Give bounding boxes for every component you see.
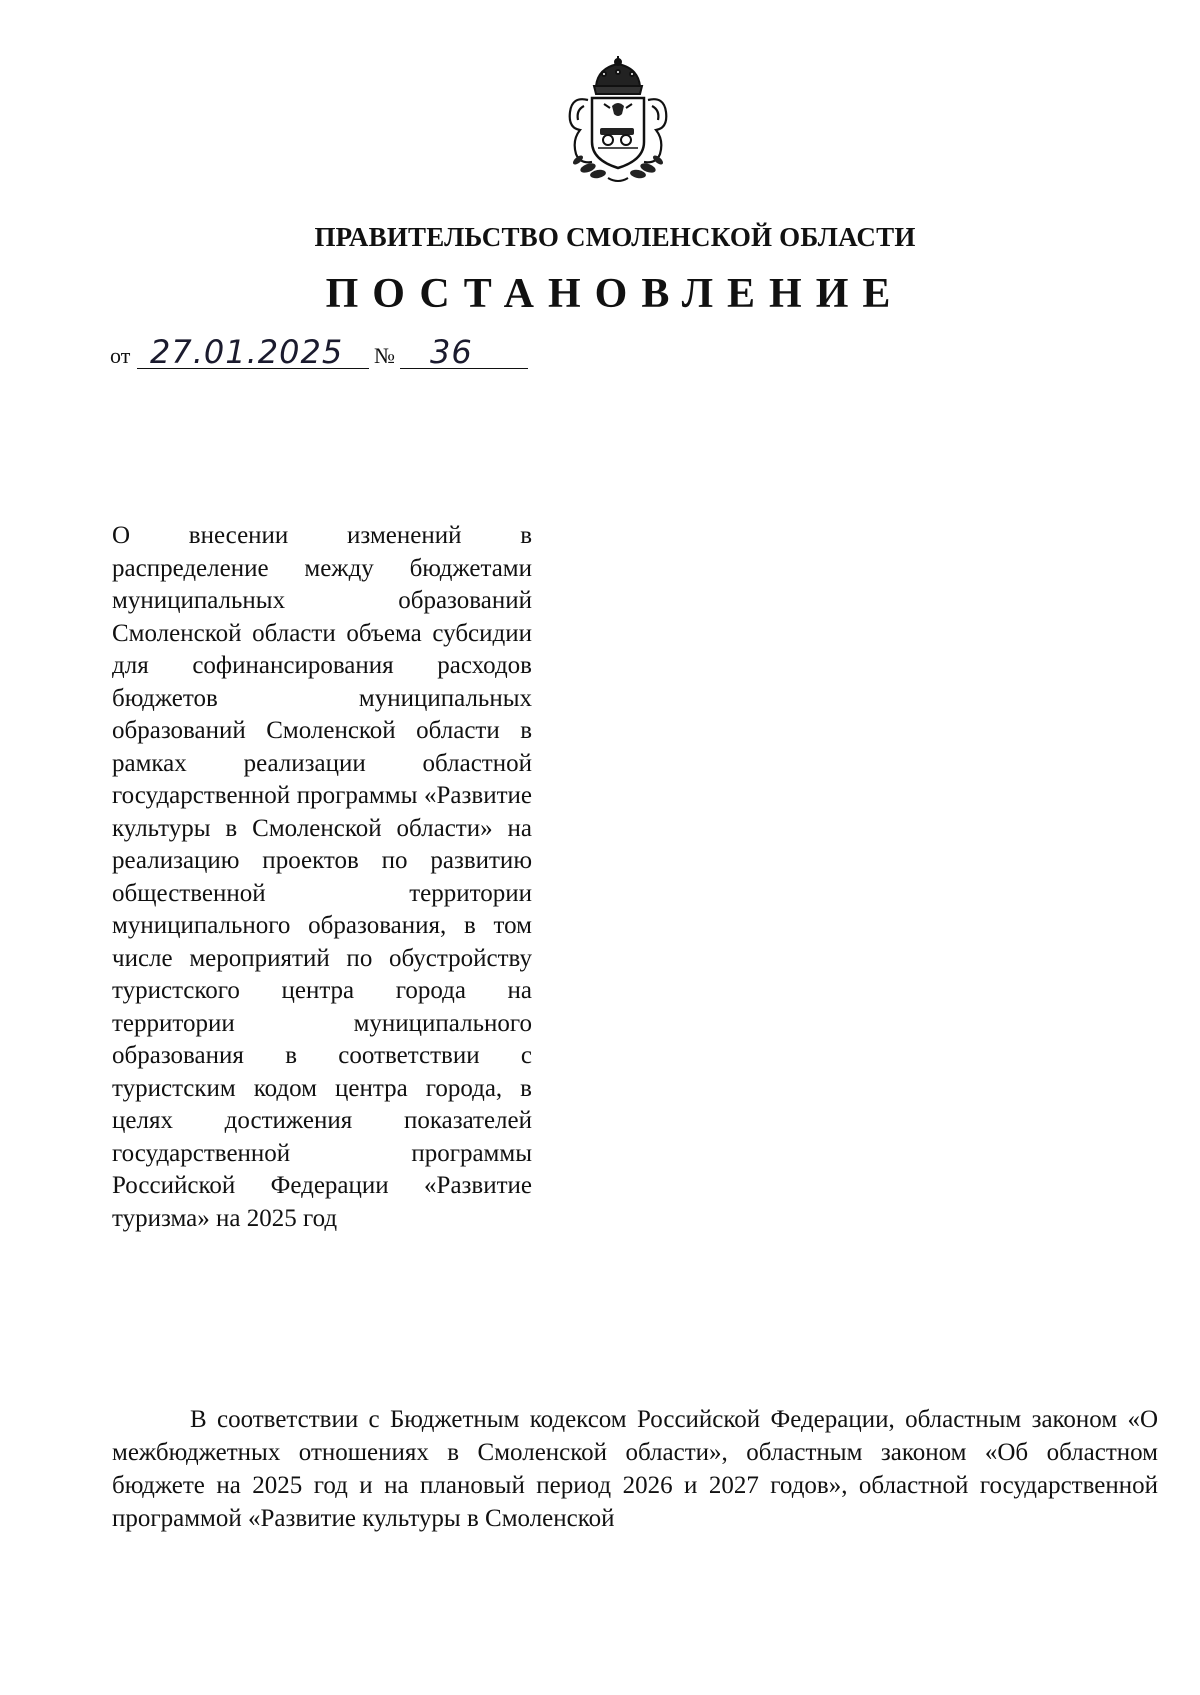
number-prefix: № (374, 343, 395, 368)
document-subject: О внесении изменений в распределение между бюджетами муниципальных образований Смоленской области объема субсидии для софинансирования расходов бюджетов муниципальных образований Смоленской области в рамках реализации областной государственной программы «Развитие культуры в Смоленской области» на реализацию проектов по развитию общественной территории муниципального образования, в том числе мероприятий по обустройству туристского центра города на территории муниципального образования в соответствии с туристским кодом центра города, в целях достижения показателей государственной программы Российской Федерации «Развитие туризма» на 2025 год (112, 522, 532, 1232)
number-value: 36 (430, 333, 473, 371)
date-prefix: от (110, 343, 131, 368)
coat-of-arms-icon (558, 56, 678, 184)
date-value: 27.01.2025 (150, 333, 344, 371)
body-paragraph: В соответствии с Бюджетным кодексом Российской Федерации, областным законом «О межбюджетных отношениях в Смоленской области», областным законом «Об областном бюджете на 2025 год и на плановый период 2026 и 2027 годов», областной государственной программой «Развитие культуры в Смоленской (112, 1406, 1158, 1532)
document-type-heading: ПОСТАНОВЛЕНИЕ (325, 271, 905, 317)
organization-title: ПРАВИТЕЛЬСТВО СМОЛЕНСКОЙ ОБЛАСТИ (314, 222, 916, 252)
